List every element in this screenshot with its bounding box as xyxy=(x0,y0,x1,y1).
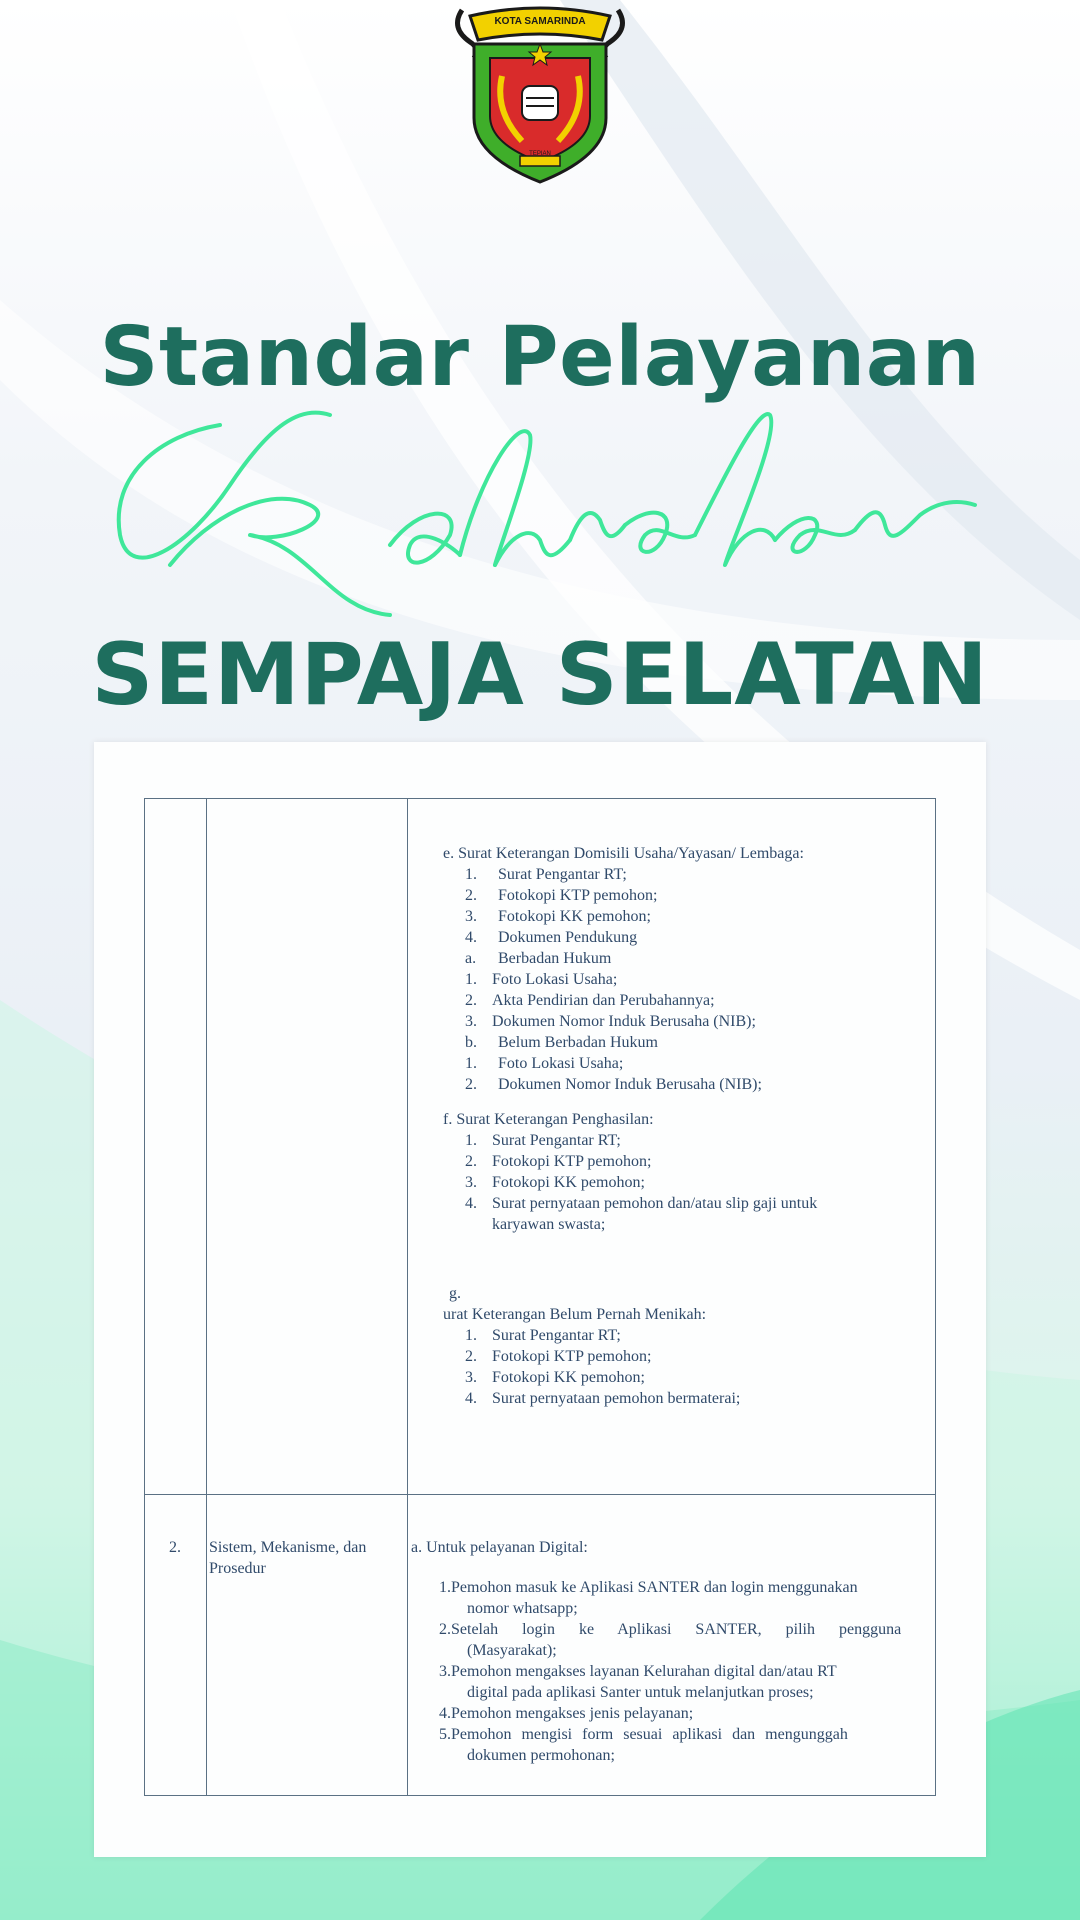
list-item: 4. Dokumen Pendukung xyxy=(465,929,638,946)
step-item: 4.Pemohon mengakses jenis pelayanan; xyxy=(439,1705,694,1722)
list-item: 2. Fotokopi KTP pemohon; xyxy=(465,1348,652,1365)
section-e-heading: e. Surat Keterangan Domisili Usaha/Yayasan/ Lembaga: xyxy=(443,845,804,862)
step-continuation: (Masyarakat); xyxy=(467,1642,557,1659)
section-g-heading: urat Keterangan Belum Pernah Menikah: xyxy=(443,1306,707,1323)
title-sempaja-selatan: SEMPAJA SELATAN xyxy=(91,625,989,725)
service-standard-document xyxy=(94,742,986,1857)
script-kelurahan-lettering xyxy=(100,395,980,635)
table-divider-component xyxy=(407,799,408,1795)
list-item: 1. Surat Pengantar RT; xyxy=(465,1132,621,1149)
step-continuation: nomor whatsapp; xyxy=(467,1600,578,1617)
list-item: 3. Fotokopi KK pemohon; xyxy=(465,1174,645,1191)
list-item: 3. Fotokopi KK pemohon; xyxy=(465,1369,645,1386)
list-item: 1. Foto Lokasi Usaha; xyxy=(465,971,618,988)
list-item: 4. Surat pernyataan pemohon dan/atau slip gaji untuk xyxy=(465,1195,818,1212)
service-table xyxy=(144,798,936,1796)
section-f-heading: f. Surat Keterangan Penghasilan: xyxy=(443,1111,654,1128)
component-name-line2: Prosedur xyxy=(209,1560,266,1577)
list-item: b. Belum Berbadan Hukum xyxy=(465,1034,658,1051)
list-item: 1. Surat Pengantar RT; xyxy=(465,1327,621,1344)
list-item: 2. Dokumen Nomor Induk Berusaha (NIB); xyxy=(465,1076,762,1093)
list-item: 2. Fotokopi KTP pemohon; xyxy=(465,1153,652,1170)
row2-heading: a. Untuk pelayanan Digital: xyxy=(411,1539,588,1556)
kota-samarinda-emblem xyxy=(452,6,628,184)
component-name-line1: Sistem, Mekanisme, dan xyxy=(209,1539,367,1556)
list-item: 2. Akta Pendirian dan Perubahannya; xyxy=(465,992,715,1009)
list-item: karyawan swasta; xyxy=(492,1216,606,1233)
section-g-letter: g. xyxy=(449,1285,461,1302)
list-item: 3. Fotokopi KK pemohon; xyxy=(465,908,651,925)
step-item: 3.Pemohon mengakses layanan Kelurahan digital dan/atau RT xyxy=(439,1663,837,1680)
step-item: 1.Pemohon masuk ke Aplikasi SANTER dan login menggunakan xyxy=(439,1579,858,1596)
table-row-divider xyxy=(145,1494,935,1495)
list-item: 3. Dokumen Nomor Induk Berusaha (NIB); xyxy=(465,1013,756,1030)
list-item: 2. Fotokopi KTP pemohon; xyxy=(465,887,658,904)
step-continuation: dokumen permohonan; xyxy=(467,1747,615,1764)
table-divider-no xyxy=(206,799,207,1795)
list-item: 1. Foto Lokasi Usaha; xyxy=(465,1055,624,1072)
list-item: 1. Surat Pengantar RT; xyxy=(465,866,627,883)
emblem-banner-text: KOTA SAMARINDA xyxy=(494,16,586,27)
step-item: 5.Pemohon mengisi form sesuai aplikasi dan mengunggah xyxy=(439,1726,848,1743)
step-continuation: digital pada aplikasi Santer untuk melanjutkan proses; xyxy=(467,1684,814,1701)
title-standar-pelayanan: Standar Pelayanan xyxy=(99,310,981,405)
row-number: 2. xyxy=(169,1539,181,1556)
emblem-ribbon-text: TEPIAN xyxy=(529,151,551,157)
list-item: 4. Surat pernyataan pemohon bermaterai; xyxy=(465,1390,741,1407)
step-item: 2.Setelah login ke Aplikasi SANTER, pilih pengguna xyxy=(439,1621,902,1638)
list-item: a. Berbadan Hukum xyxy=(465,950,612,967)
